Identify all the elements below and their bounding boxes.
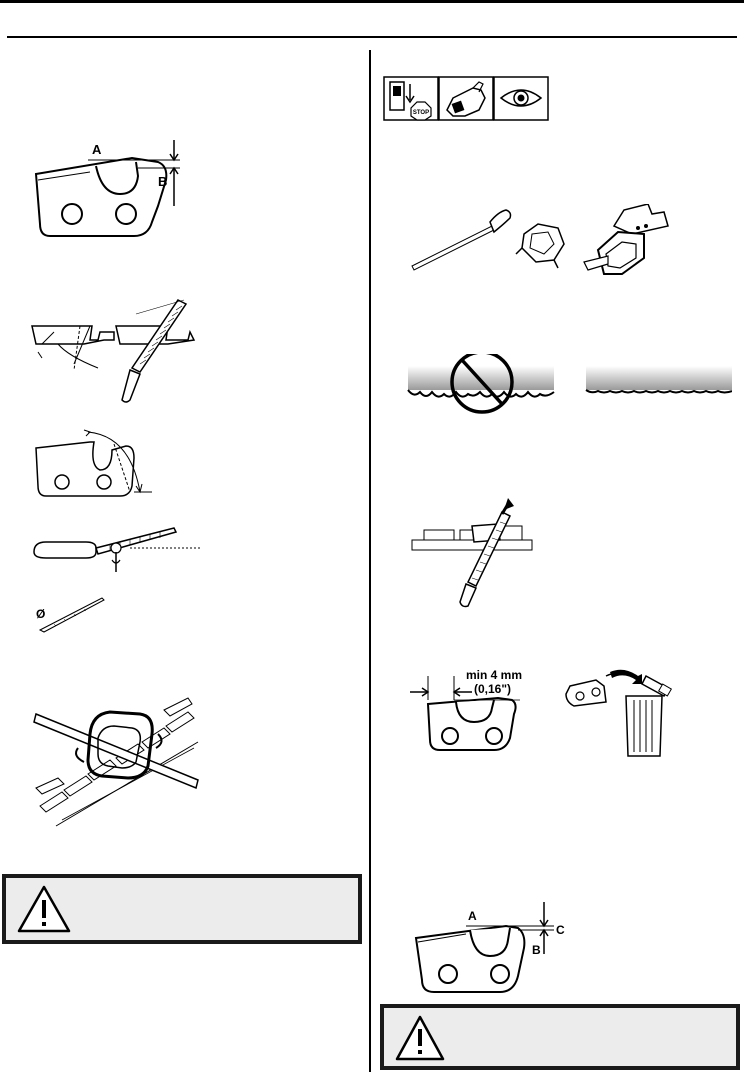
gauge-label-b: B xyxy=(532,943,541,957)
filing-on-chain-diagram xyxy=(410,496,534,608)
file-holding-diagram xyxy=(30,524,210,578)
warning-triangle-icon xyxy=(16,884,72,934)
label-b: B xyxy=(158,174,168,189)
min-length-inch-label: (0,16") xyxy=(474,682,512,696)
file-guide-on-chain-diagram xyxy=(32,688,202,828)
chain-comparison-diagram xyxy=(406,354,732,414)
gauge-label-a: A xyxy=(468,909,477,923)
label-a: A xyxy=(92,142,102,157)
glove-icon xyxy=(439,77,493,120)
gauge-label-c: C xyxy=(556,923,565,937)
min-length-figure xyxy=(410,664,730,764)
eye-protection-icon xyxy=(494,77,548,120)
safety-icons-strip xyxy=(383,76,549,121)
warning-box-right xyxy=(380,1004,740,1070)
svg-text:STOP: STOP xyxy=(412,110,430,116)
header-rule xyxy=(7,36,737,38)
stop-switch-icon xyxy=(384,77,438,120)
diameter-symbol: Ø xyxy=(36,607,46,621)
top-rule xyxy=(0,0,744,3)
filing-angle-diagram xyxy=(28,296,208,406)
cutter-depth-diagram xyxy=(28,136,198,246)
column-divider xyxy=(369,50,371,1072)
warning-box-left xyxy=(2,874,362,944)
sharpening-tools-diagram xyxy=(408,204,688,294)
side-plate-angle-diagram xyxy=(30,426,160,504)
file-diameter-diagram xyxy=(34,594,114,634)
depth-gauge-diagram xyxy=(410,898,580,1002)
min-length-label: min 4 mm xyxy=(466,668,523,682)
warning-triangle-icon xyxy=(394,1014,446,1062)
